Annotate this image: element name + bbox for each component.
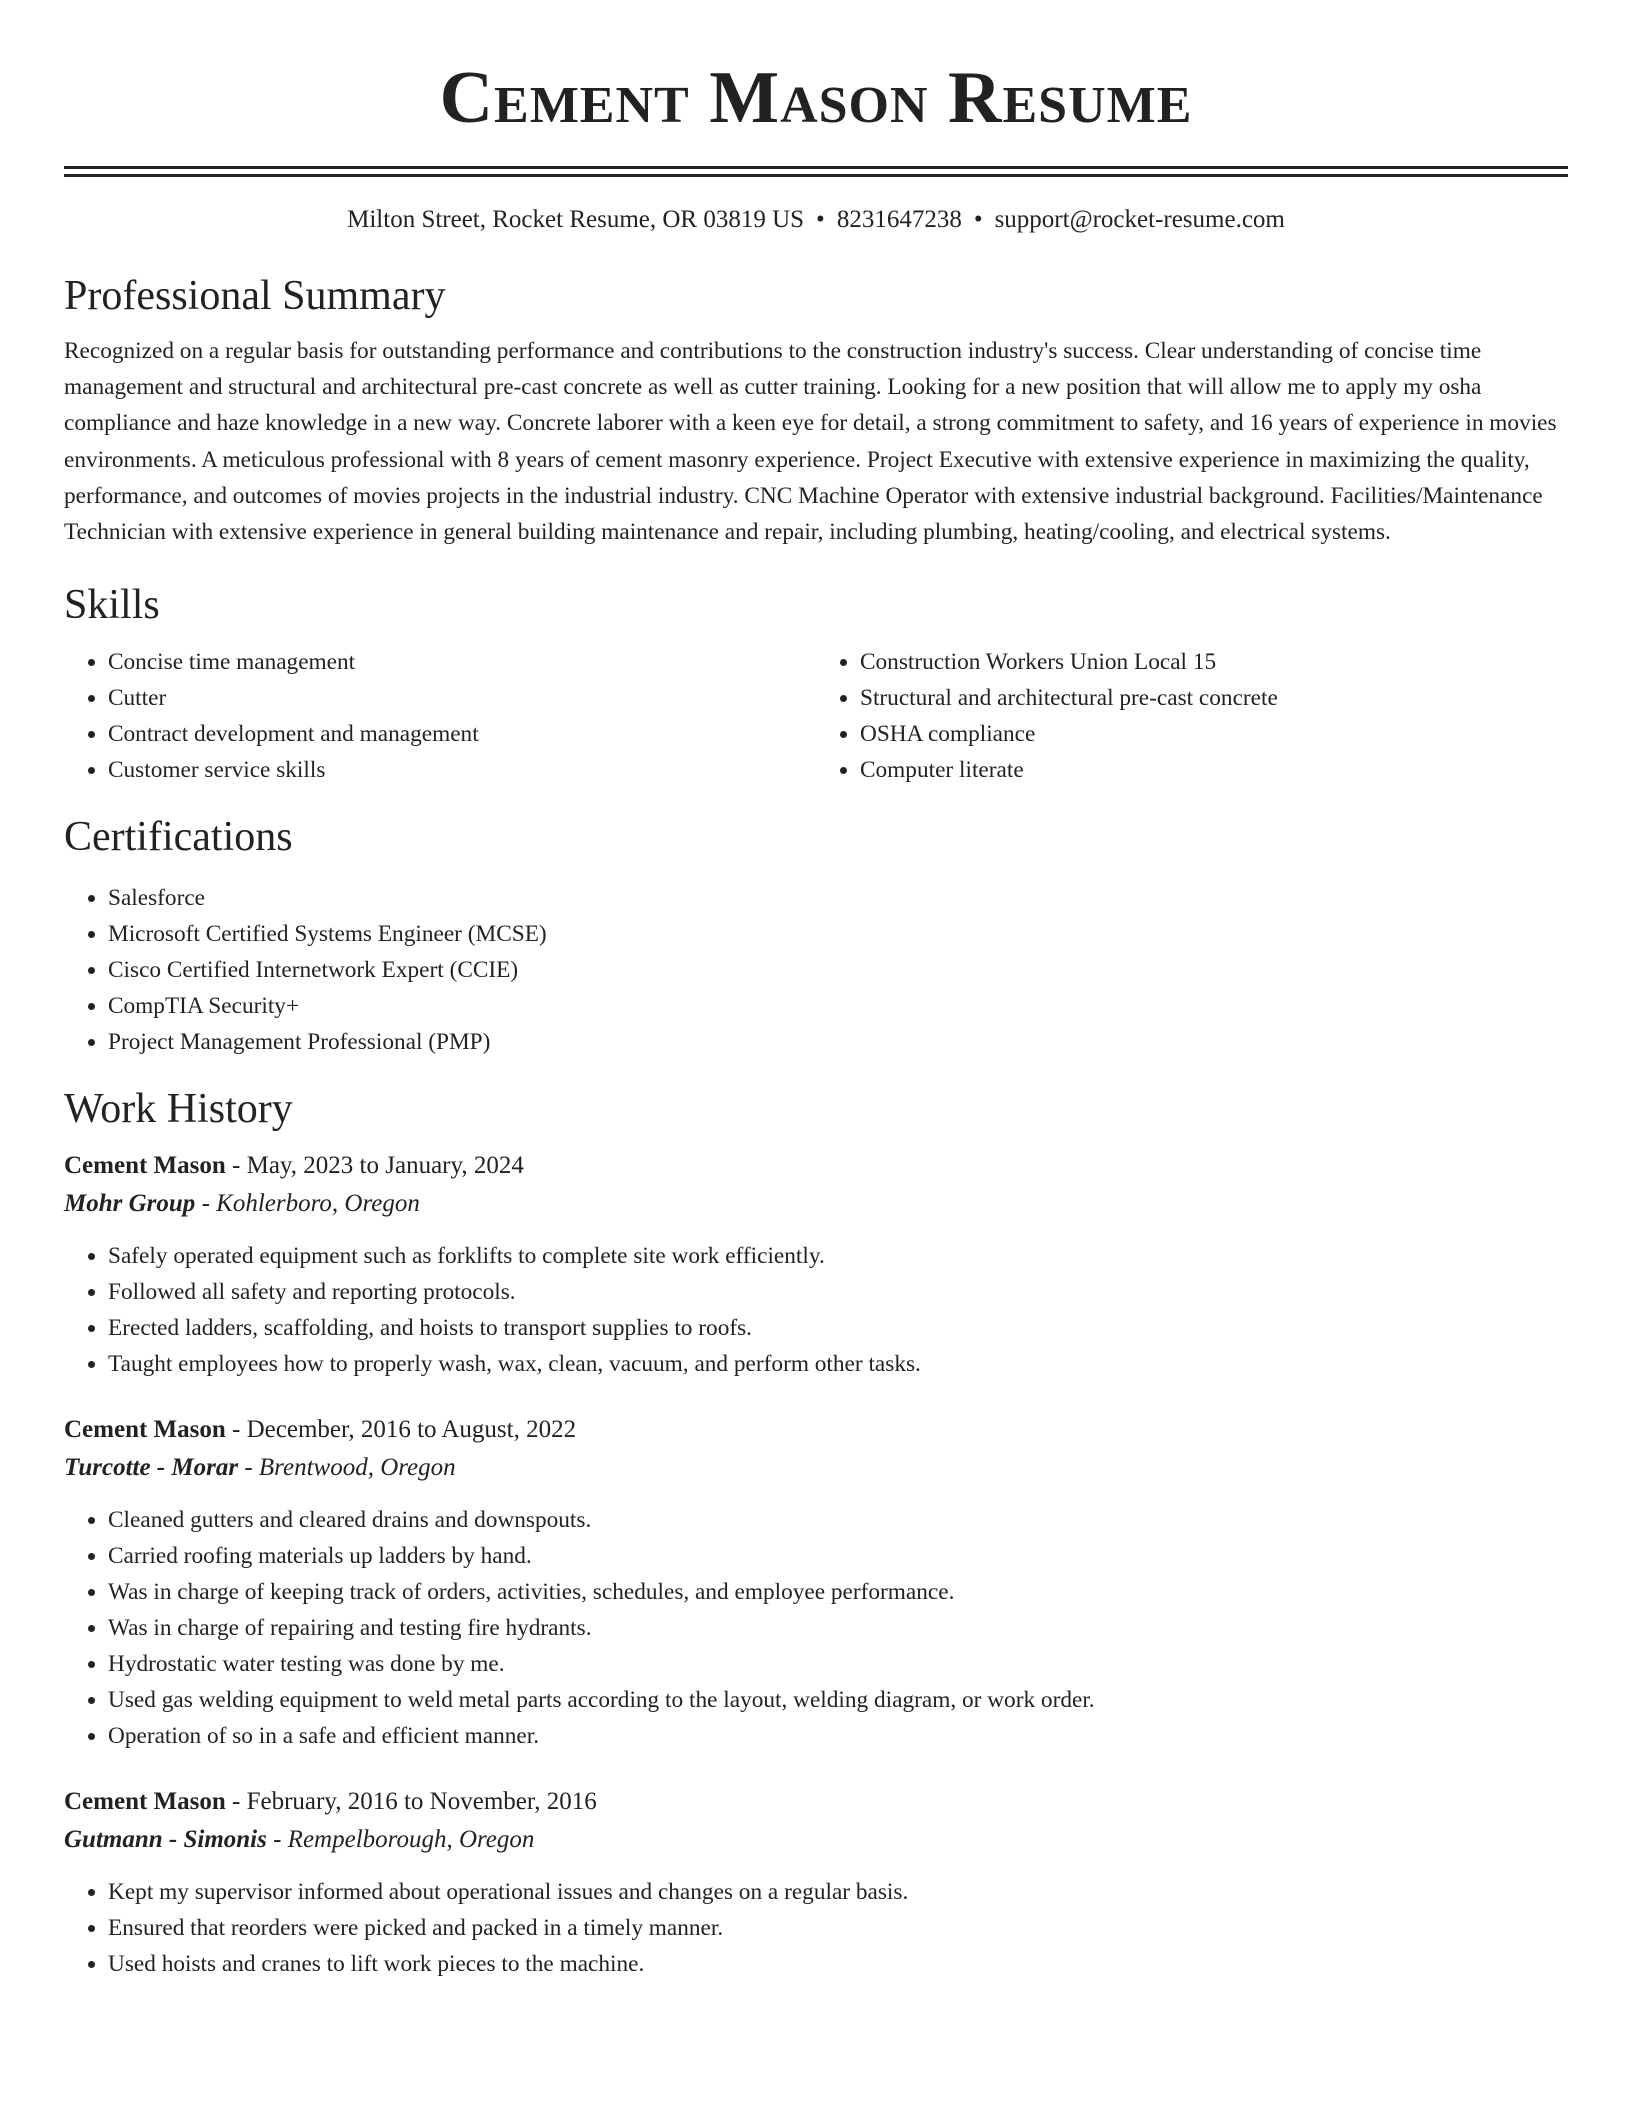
skills-grid bbox=[64, 644, 1568, 788]
job-title-line bbox=[64, 1784, 1568, 1820]
skills-heading: Skills bbox=[64, 582, 160, 629]
job-location: - Brentwood, Oregon bbox=[238, 1454, 456, 1482]
title-divider-top bbox=[64, 166, 1568, 169]
job-company: Mohr Group bbox=[64, 1190, 196, 1218]
skill-item: • Customer service skills bbox=[108, 752, 816, 788]
contact-separator: • bbox=[973, 206, 983, 233]
work-history-section bbox=[64, 1084, 1568, 1982]
certification-item: • Project Management Professional (PMP) bbox=[108, 1024, 1568, 1060]
skill-item: • Construction Workers Union Local 15 bbox=[860, 644, 1568, 680]
summary-heading: Professional Summary bbox=[64, 273, 446, 319]
job-bullet: • Used gas welding equipment to weld metal parts according to the layout, welding diagram, or work order. bbox=[108, 1682, 1568, 1718]
job-bullet: • Used hoists and cranes to lift work pieces to the machine. bbox=[108, 1946, 1568, 1982]
summary-section bbox=[64, 271, 1568, 550]
job-bullet: • Followed all safety and reporting protocols. bbox=[108, 1274, 1568, 1310]
skill-item: • Contract development and management bbox=[108, 716, 816, 752]
certifications-heading: Certifications bbox=[64, 814, 293, 861]
job-bullet: • Was in charge of keeping track of orders, activities, schedules, and employee performance. bbox=[108, 1574, 1568, 1610]
job-bullet: • Was in charge of repairing and testing fire hydrants. bbox=[108, 1610, 1568, 1646]
contact-line bbox=[64, 203, 1568, 237]
job-location: - Kohlerboro, Oregon bbox=[195, 1190, 420, 1218]
skills-list-right bbox=[816, 644, 1568, 788]
contact-phone: 8231647238 bbox=[836, 206, 962, 233]
summary-text: Recognized on a regular basis for outstanding performance and contributions to the construction industry's success. Clear understanding of concise time management and structural and architectural pre-cast concrete as well as cutter training. Looking for a new position that will allow me to apply my osha compliance and haze knowledge in a new way. Concrete laborer with a keen eye for detail, a strong commitment to safety, and 16 years of experience in movies environments. A meticulous professional with 8 years of cement masonry experience. Project Executive with extensive experience in maximizing the quality, performance, and outcomes of movies projects in the industrial industry. CNC Machine Operator with extensive industrial background. Facilities/Maintenance Technician with extensive experience in general building maintenance and repair, including plumbing, heating/cooling, and electrical systems. bbox=[64, 338, 1557, 546]
certifications-section bbox=[64, 812, 1568, 1060]
job-company-line bbox=[64, 1448, 1568, 1488]
job-bullet: • Cleaned gutters and cleared drains and downspouts. bbox=[108, 1502, 1568, 1538]
job-dates: - May, 2023 to January, 2024 bbox=[225, 1152, 524, 1180]
certification-item: • Microsoft Certified Systems Engineer (MCSE) bbox=[108, 916, 1568, 952]
job-company-line bbox=[64, 1820, 1568, 1860]
job-dates: - December, 2016 to August, 2022 bbox=[225, 1416, 577, 1444]
contact-separator: • bbox=[816, 206, 825, 233]
contact-address: Milton Street, Rocket Resume, OR 03819 US bbox=[347, 206, 805, 233]
job-title-line bbox=[64, 1148, 1568, 1184]
job-bullet: • Kept my supervisor informed about operational issues and changes on a regular basis. bbox=[108, 1874, 1568, 1910]
resume-page bbox=[64, 0, 1568, 1982]
job-entry bbox=[64, 1412, 1568, 1754]
job-bullets bbox=[64, 1238, 1568, 1382]
job-title: Cement Mason bbox=[64, 1152, 226, 1180]
job-bullet: • Taught employees how to properly wash, wax, clean, vacuum, and perform other tasks. bbox=[108, 1346, 1568, 1382]
certification-item: • CompTIA Security+ bbox=[108, 988, 1568, 1024]
contact-email[interactable]: support@rocket-resume.com bbox=[994, 206, 1285, 233]
certifications-list bbox=[64, 880, 1568, 1060]
job-title: Cement Mason bbox=[64, 1416, 226, 1444]
job-dates: - February, 2016 to November, 2016 bbox=[225, 1788, 597, 1816]
job-bullets bbox=[64, 1502, 1568, 1754]
job-title: Cement Mason bbox=[64, 1788, 226, 1816]
resume-title: Cement Mason Resume bbox=[439, 57, 1193, 139]
job-location: - Rempelborough, Oregon bbox=[266, 1826, 535, 1854]
skills-section bbox=[64, 580, 1568, 788]
job-entry bbox=[64, 1784, 1568, 1982]
job-bullet: • Safely operated equipment such as forklifts to complete site work efficiently. bbox=[108, 1238, 1568, 1274]
skill-item: • Cutter bbox=[108, 680, 816, 716]
job-entry bbox=[64, 1148, 1568, 1382]
job-bullet: • Ensured that reorders were picked and packed in a timely manner. bbox=[108, 1910, 1568, 1946]
skill-item: • Computer literate bbox=[860, 752, 1568, 788]
skill-item: • OSHA compliance bbox=[860, 716, 1568, 752]
job-company: Gutmann - Simonis bbox=[64, 1826, 267, 1854]
skill-item: • Structural and architectural pre-cast concrete bbox=[860, 680, 1568, 716]
skills-list-left bbox=[64, 644, 816, 788]
job-company: Turcotte - Morar bbox=[64, 1454, 239, 1482]
title-divider-bottom bbox=[64, 174, 1568, 177]
job-bullets bbox=[64, 1874, 1568, 1982]
job-bullet: • Carried roofing materials up ladders by hand. bbox=[108, 1538, 1568, 1574]
certification-item: • Salesforce bbox=[108, 880, 1568, 916]
job-company-line bbox=[64, 1184, 1568, 1224]
job-bullet: • Operation of so in a safe and efficient manner. bbox=[108, 1718, 1568, 1754]
job-bullet: • Hydrostatic water testing was done by me. bbox=[108, 1646, 1568, 1682]
job-title-line bbox=[64, 1412, 1568, 1448]
job-bullet: • Erected ladders, scaffolding, and hoists to transport supplies to roofs. bbox=[108, 1310, 1568, 1346]
certification-item: • Cisco Certified Internetwork Expert (CCIE) bbox=[108, 952, 1568, 988]
work-history-heading: Work History bbox=[64, 1086, 293, 1133]
skill-item: • Concise time management bbox=[108, 644, 816, 680]
